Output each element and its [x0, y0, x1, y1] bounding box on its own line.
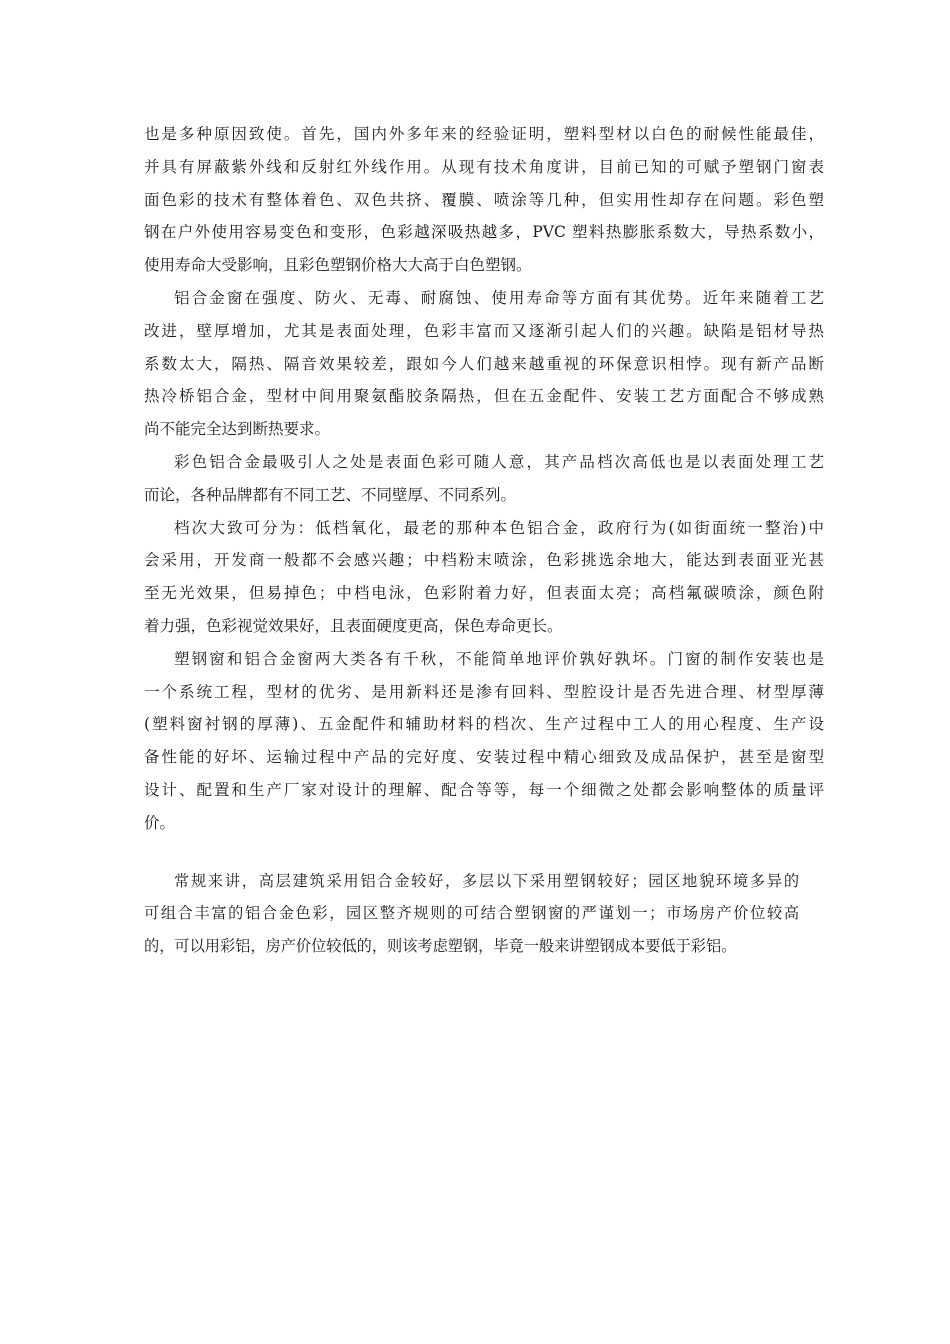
paragraph-6 [144, 865, 799, 963]
text-line: 一个系统工程，型材的优劣、是用新料还是渗有回料、型腔设计是否先进合理、材型厚薄 [144, 682, 824, 701]
paragraph-2 [144, 282, 824, 446]
text-line: 尚不能完全达到断热要求。 [144, 420, 331, 439]
text-line: 着力强，色彩视觉效果好，且表面硬度更高，保色寿命更长。 [144, 616, 563, 635]
text-line: 备性能的好坏、运输过程中产品的完好度、安装过程中精心细致及成品保护，甚至是窗型 [144, 748, 824, 767]
text-line: 会采用，开发商一般都不会感兴趣；中档粉末喷涂，色彩挑选余地大，能达到表面亚光甚 [144, 551, 824, 570]
text-line: 铝合金窗在强度、防火、无毒、耐腐蚀、使用寿命等方面有其优势。近年来随着工艺 [174, 288, 824, 307]
paragraph-5 [144, 643, 824, 840]
paragraph-3 [144, 446, 824, 512]
text-line: 档次大致可分为：低档氧化，最老的那种本色铝合金，政府行为(如街面统一整治)中 [174, 518, 824, 537]
text-line: (塑料窗衬钢的厚薄)、五金配件和辅助材料的档次、生产过程中工人的用心程度、生产设 [144, 715, 824, 734]
paragraph-spacer [144, 840, 824, 865]
text-line: 也是多种原因致使。首先，国内外多年来的经验证明，塑料型材以白色的耐候性能最佳， [144, 125, 824, 143]
text-line: 彩色铝合金最吸引人之处是表面色彩可随人意，其产品档次高低也是以表面处理工艺 [174, 452, 824, 471]
text-line: 的，可以用彩铝，房产价位较低的，则该考虑塑钢，毕竟一般来讲塑钢成本要低于彩铝。 [144, 937, 737, 956]
text-line: 系数太大，隔热、隔音效果较差，跟如今人们越来越重视的环保意识相悖。现有新产品断 [144, 354, 824, 373]
text-line: 塑钢窗和铝合金窗两大类各有千秋，不能简单地评价孰好孰坏。门窗的制作安装也是 [174, 649, 824, 668]
text-line: 而论，各种品牌都有不同工艺、不同壁厚、不同系列。 [144, 485, 517, 504]
text-line: 面色彩的技术有整体着色、双色共挤、覆膜、喷涂等几种，但实用性却存在问题。彩色塑 [144, 190, 824, 209]
text-line: 钢在户外使用容易变色和变形，色彩越深吸热越多，PVC 塑料热膨胀系数大，导热系数小， [144, 223, 824, 242]
text-line: 至无光效果，但易掉色；中档电泳，色彩附着力好，但表面太亮；高档氟碳喷涂，颜色附 [144, 584, 824, 603]
document-body [144, 118, 824, 963]
text-line: 改进，壁厚增加，尤其是表面处理，色彩丰富而又逐渐引起人们的兴趣。缺陷是铝材导热 [144, 321, 824, 340]
text-line: 设计、配置和生产厂家对设计的理解、配合等等，每一个细微之处都会影响整体的质量评 [144, 780, 824, 799]
text-line: 常规来讲，高层建筑采用铝合金较好，多层以下采用塑钢较好；园区地貌环境多异的 [174, 871, 799, 890]
text-line: 并具有屏蔽紫外线和反射红外线作用。从现有技术角度讲，目前已知的可赋予塑钢门窗表 [144, 157, 824, 176]
text-line: 可组合丰富的铝合金色彩，园区整齐规则的可结合塑钢窗的严谨划一；市场房产价位较高 [144, 904, 799, 923]
paragraph-1 [144, 118, 824, 282]
paragraph-4 [144, 512, 824, 643]
text-line: 使用寿命大受影响，且彩色塑钢价格大大高于白色塑钢。 [144, 256, 532, 275]
text-line: 价。 [144, 813, 176, 832]
text-line: 热冷桥铝合金，型材中间用聚氨酯胶条隔热，但在五金配件、安装工艺方面配合不够成熟 [144, 387, 824, 406]
